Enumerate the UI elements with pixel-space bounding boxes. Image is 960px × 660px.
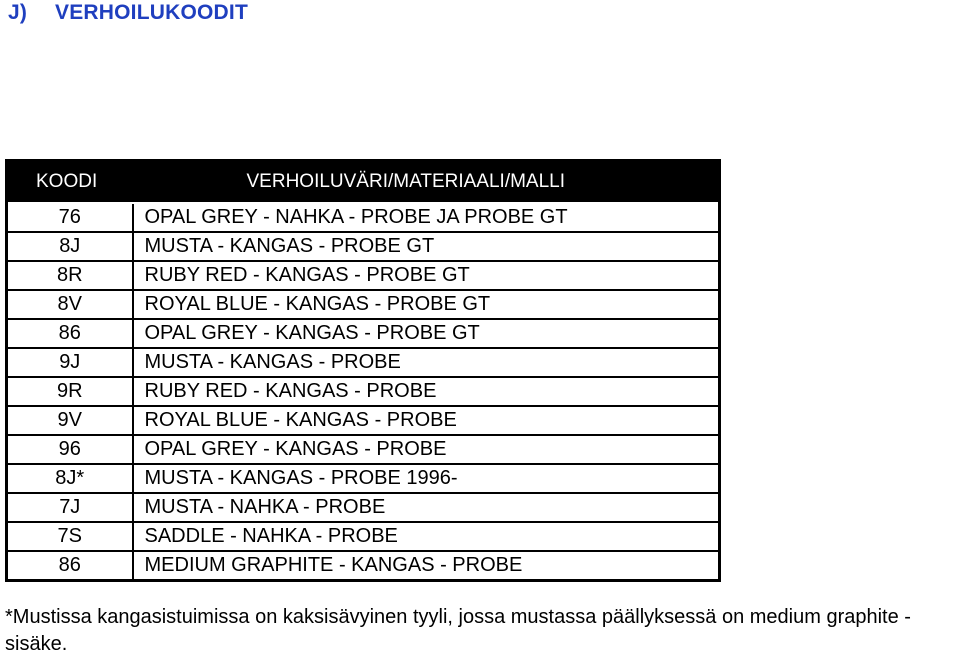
section-letter: J) — [8, 1, 28, 24]
description-cell: OPAL GREY - NAHKA - PROBE JA PROBE GT — [133, 203, 720, 232]
description-cell: ROYAL BLUE - KANGAS - PROBE — [133, 406, 720, 435]
code-cell: 76 — [7, 203, 133, 232]
table-row — [7, 203, 720, 232]
description-cell: MEDIUM GRAPHITE - KANGAS - PROBE — [133, 551, 720, 581]
description-cell: RUBY RED - KANGAS - PROBE — [133, 377, 720, 406]
code-cell: 8R — [7, 261, 133, 290]
table-row — [7, 435, 720, 464]
table-row — [7, 493, 720, 522]
code-cell: 9R — [7, 377, 133, 406]
code-cell: 96 — [7, 435, 133, 464]
description-cell: RUBY RED - KANGAS - PROBE GT — [133, 261, 720, 290]
code-cell: 7J — [7, 493, 133, 522]
table-row — [7, 377, 720, 406]
table-row — [7, 551, 720, 581]
description-cell: OPAL GREY - KANGAS - PROBE GT — [133, 319, 720, 348]
footnote: *Mustissa kangasistuimissa on kaksisävyinen tyyli, jossa mustassa päällyksessä on medium graphite -sisäke. — [5, 606, 911, 655]
table-row — [7, 232, 720, 261]
table-row — [7, 290, 720, 319]
description-cell: ROYAL BLUE - KANGAS - PROBE GT — [133, 290, 720, 319]
upholstery-code-table — [5, 159, 721, 582]
description-cell: MUSTA - KANGAS - PROBE GT — [133, 232, 720, 261]
code-cell: 8J — [7, 232, 133, 261]
code-cell: 86 — [7, 551, 133, 581]
description-cell: OPAL GREY - KANGAS - PROBE — [133, 435, 720, 464]
table-row — [7, 261, 720, 290]
table-row — [7, 319, 720, 348]
table-row — [7, 406, 720, 435]
description-cell: MUSTA - KANGAS - PROBE — [133, 348, 720, 377]
column-header-code: KOODI — [7, 161, 133, 204]
code-cell: 9V — [7, 406, 133, 435]
section-heading — [8, 1, 248, 25]
description-cell: SADDLE - NAHKA - PROBE — [133, 522, 720, 551]
code-cell: 8J* — [7, 464, 133, 493]
code-cell: 86 — [7, 319, 133, 348]
table-row — [7, 464, 720, 493]
code-cell: 9J — [7, 348, 133, 377]
code-cell: 8V — [7, 290, 133, 319]
column-header-description: VERHOILUVÄRI/MATERIAALI/MALLI — [133, 161, 720, 204]
description-cell: MUSTA - KANGAS - PROBE 1996- — [133, 464, 720, 493]
description-cell: MUSTA - NAHKA - PROBE — [133, 493, 720, 522]
code-cell: 7S — [7, 522, 133, 551]
section-title: VERHOILUKOODIT — [55, 1, 248, 24]
table-row — [7, 348, 720, 377]
table-row — [7, 522, 720, 551]
table-header-row — [7, 161, 720, 204]
